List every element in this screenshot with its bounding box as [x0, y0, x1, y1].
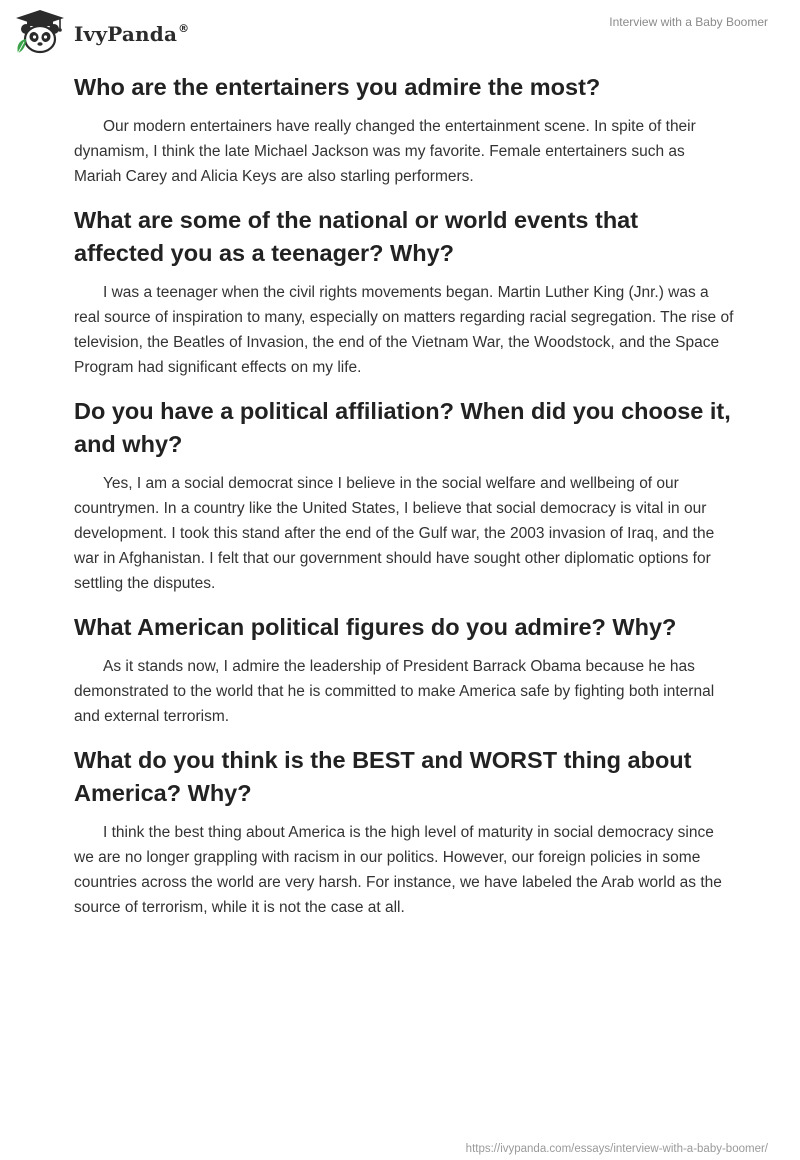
- qa-section-entertainers: [74, 71, 734, 189]
- document-title: Interview with a Baby Boomer: [609, 15, 768, 29]
- qa-section-political-affiliation: [74, 395, 734, 596]
- essay-content: [74, 71, 734, 920]
- section-paragraph: Our modern entertainers have really changed the entertainment scene. In spite of their dynamism, I think the late Michael Jackson was my favorite. Female entertainers such as Mariah Carey and Alicia Keys are also starling performers.: [74, 118, 696, 185]
- ivypanda-logo[interactable]: [14, 9, 189, 55]
- qa-section-political-figures: [74, 611, 734, 729]
- source-url[interactable]: https://ivypanda.com/essays/interview-with-a-baby-boomer/: [465, 1143, 768, 1155]
- section-paragraph: As it stands now, I admire the leadership of President Barrack Obama because he has demonstrated to the world that he is committed to make America safe by fighting both internal and external terrorism.: [74, 658, 715, 725]
- section-paragraph: I think the best thing about America is the high level of maturity in social democracy since we are no longer grappling with racism in our politics. However, our foreign policies in some countries across the world are very harsh. For instance, we have labeled the Arab world as the source of terrorism, while it is not the case at all.: [74, 824, 722, 916]
- section-heading: What are some of the national or world events that affected you as a teenager? Why?: [74, 207, 639, 266]
- qa-section-world-events: [74, 204, 734, 380]
- qa-section-best-worst-america: [74, 744, 734, 920]
- section-heading: What do you think is the BEST and WORST thing about America? Why?: [74, 747, 692, 806]
- brand-name: IvyPanda®: [74, 22, 190, 46]
- section-paragraph: Yes, I am a social democrat since I believe in the social welfare and wellbeing of our countrymen. In a country like the United States, I believe that social democracy is vital in our development. I took this stand after the end of the Gulf war, the 2003 invasion of Iraq, and the war in Afghanistan. I felt that our government should have sought other diplomatic options for settling the disputes.: [74, 475, 715, 592]
- registered-mark: ®: [178, 22, 190, 35]
- section-heading: What American political figures do you admire? Why?: [74, 614, 677, 640]
- section-paragraph: I was a teenager when the civil rights movements began. Martin Luther King (Jnr.) was a real source of inspiration to many, especially on matters regarding racial segregation. The rise of television, the Beatles of Invasion, the end of the Vietnam War, the Woodstock, and the Space Program had significant effects on my life.: [74, 284, 734, 376]
- page-header: [0, 0, 800, 70]
- panda-graduate-icon: [14, 9, 66, 55]
- section-heading: Who are the entertainers you admire the most?: [74, 74, 601, 100]
- section-heading: Do you have a political affiliation? When did you choose it, and why?: [74, 398, 731, 457]
